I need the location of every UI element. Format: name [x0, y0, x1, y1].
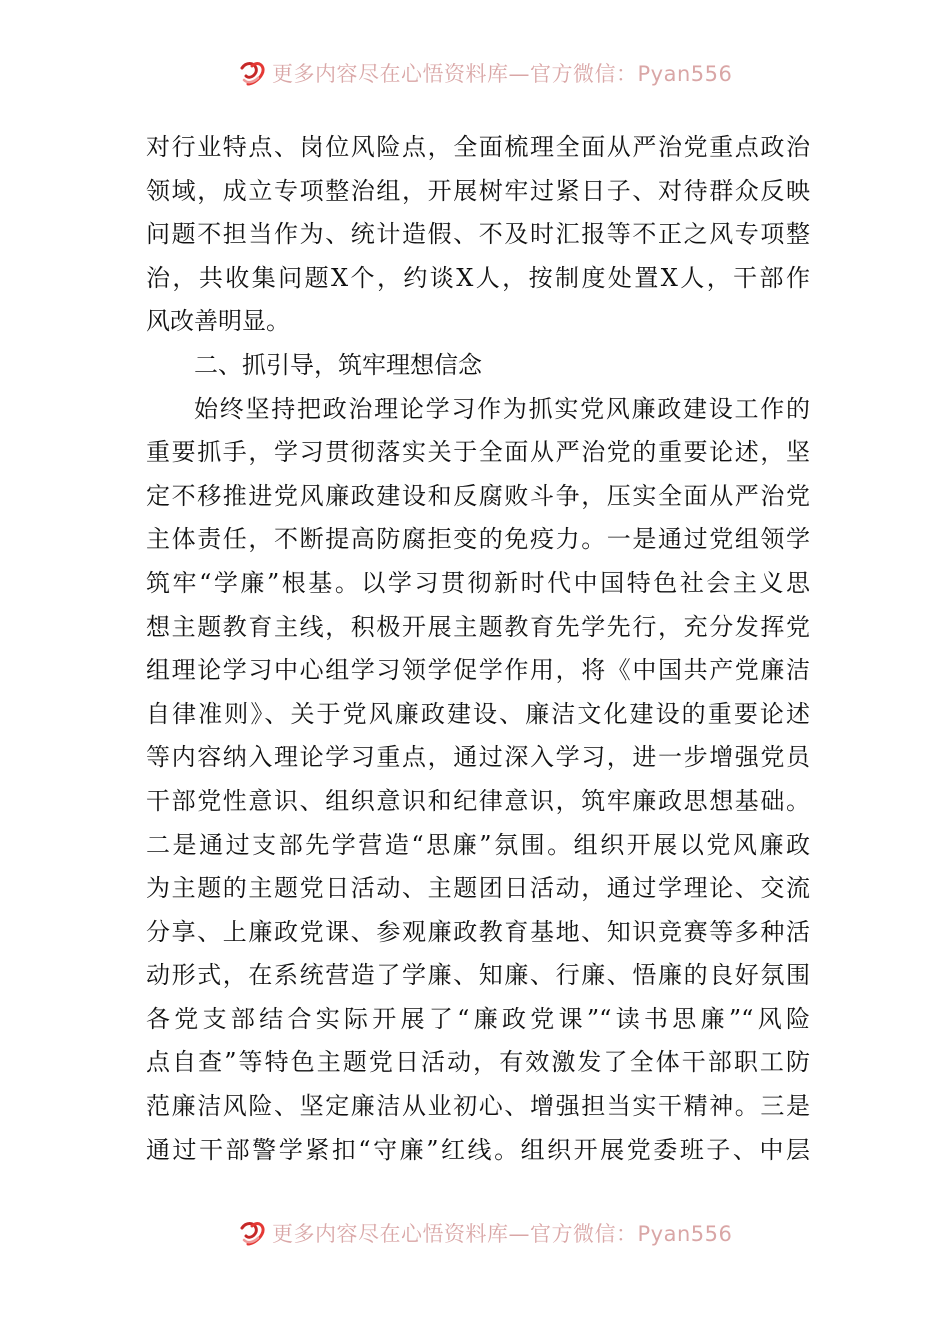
- text-line: 等内容纳入理论学习重点，通过深入学习，进一步增强党员: [146, 743, 810, 772]
- text-line: 主体责任，不断提高防腐拒变的免疫力。一是通过党组领学: [146, 525, 810, 554]
- text-line: 二是通过支部先学营造“思廉”氛围。组织开展以党风廉政: [146, 830, 810, 859]
- text-line: 范廉洁风险、坚定廉洁从业初心、增强担当实干精神。三是: [146, 1092, 810, 1121]
- text-line: 动形式，在系统营造了学廉、知廉、行廉、悟廉的良好氛围: [146, 961, 810, 990]
- text-line: 始终坚持把政治理论学习作为抓实党风廉政建设工作的: [194, 394, 810, 423]
- text-line: 点自查”等特色主题党日活动，有效激发了全体干部职工防: [146, 1048, 810, 1077]
- logo-icon: [238, 58, 268, 88]
- text-line: 重要抓手，学习贯彻落实关于全面从严治党的重要论述，坚: [146, 438, 810, 467]
- text-line: 筑牢“学廉”根基。以学习贯彻新时代中国特色社会主义思: [146, 568, 810, 597]
- logo-icon: [238, 1218, 268, 1248]
- text-line: 各党支部结合实际开展了“廉政党课”“读书思廉”“风险: [146, 1004, 810, 1033]
- text-line: 组理论学习中心组学习领学促学作用，将《中国共产党廉洁: [146, 656, 810, 685]
- text-line: 通过干部警学紧扣“守廉”红线。组织开展党委班子、中层: [146, 1135, 810, 1164]
- text-line: 风改善明显。: [146, 307, 290, 336]
- text-line: 自律准则》、关于党风廉政建设、廉洁文化建设的重要论述: [146, 699, 810, 728]
- text-line: 想主题教育主线，积极开展主题教育先学先行，充分发挥党: [146, 612, 810, 641]
- text-line: 领域，成立专项整治组，开展树牢过紧日子、对待群众反映: [146, 176, 810, 205]
- header-watermark-banner: [0, 48, 950, 88]
- text-line: 治，共收集问题X个，约谈X人，按制度处置X人，干部作: [146, 263, 810, 292]
- document-body: [146, 126, 810, 1172]
- text-line: 问题不担当作为、统计造假、不及时汇报等不正之风专项整: [146, 220, 810, 249]
- footer-watermark-banner: [0, 1208, 950, 1248]
- text-line: 对行业特点、岗位风险点，全面梳理全面从严治党重点政治: [146, 133, 810, 161]
- text-line: 定不移推进党风廉政建设和反腐败斗争，压实全面从严治党: [146, 481, 810, 510]
- text-line: 干部党性意识、组织意识和纪律意识，筑牢廉政思想基础。: [146, 786, 810, 815]
- section-heading: 二、抓引导，筑牢理想信念: [194, 350, 482, 379]
- watermark-text: 更多内容尽在心悟资料库—官方微信：Pyan556: [272, 62, 733, 86]
- text-line: 为主题的主题党日活动、主题团日活动，通过学理论、交流: [146, 874, 810, 903]
- text-line: 分享、上廉政党课、参观廉政教育基地、知识竞赛等多种活: [146, 917, 810, 946]
- watermark-text: 更多内容尽在心悟资料库—官方微信：Pyan556: [272, 1222, 733, 1246]
